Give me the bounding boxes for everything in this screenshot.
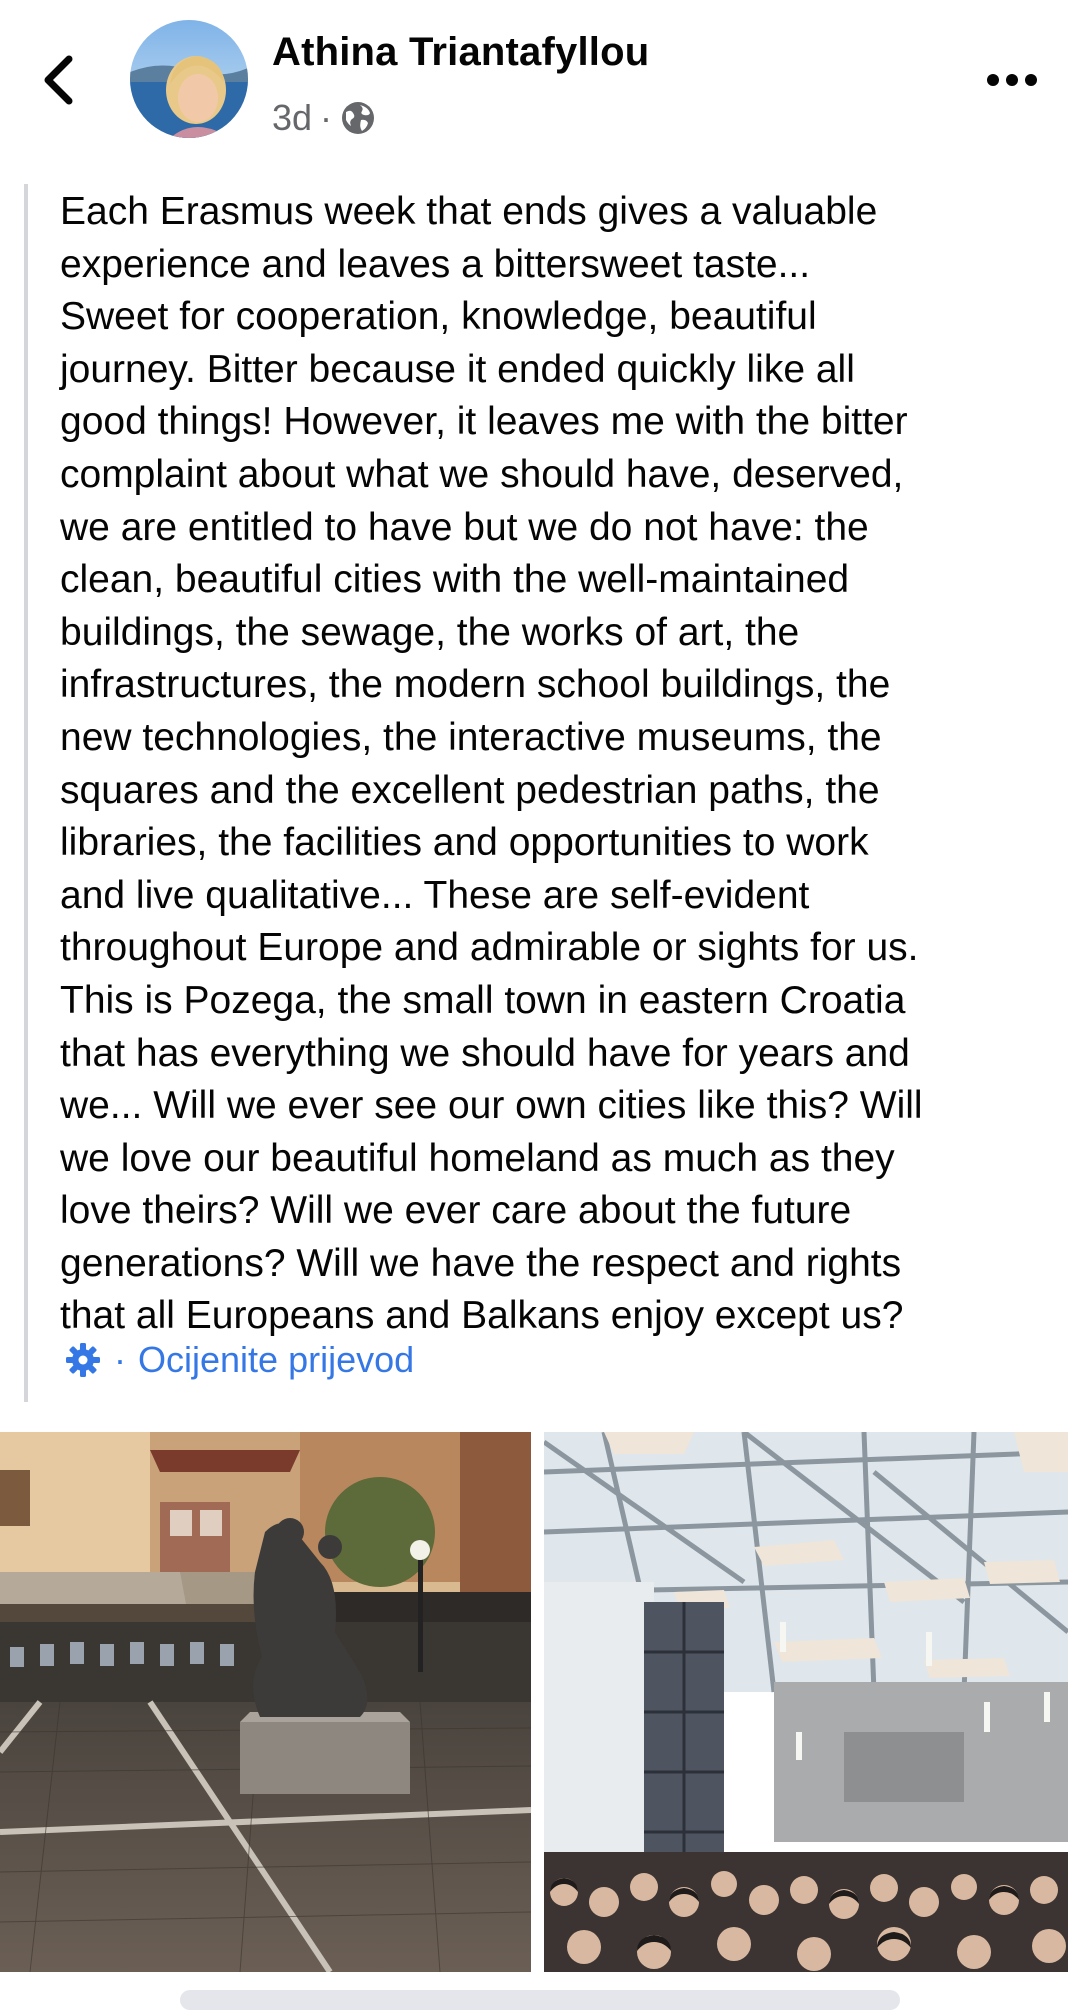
avatar[interactable]: [130, 20, 248, 138]
post-text: Each Erasmus week that ends gives a valuable experience and leaves a bittersweet taste... Sweet for cooperation, knowledge, beautiful journey. Bitter because it ended quickly like all good things! However, it leaves me with the bitter complaint about what we should have, deserved, we are entitled to have but we do not have: the clean, beautiful cities with the well-maintained buildings, the sewage, the works of art, the infrastructures, the modern school buildings, the new technologies, the interactive museums, the squares and the excellent pedestrian paths, the libraries, the facilities and opportunities to work and live qualitative... These are self-evident throughout Europe and admirable or sights for us. This is Pozega, the small town in eastern Croatia that has everything we should have for years and we... Will we ever see our own cities like this? Will we love our beautiful homeland as much as they love theirs? Will we ever care about the future generations? Will we have the respect and rights that all Europeans and Balkans enjoy except us?: [60, 190, 923, 1338]
post-header: [0, 0, 1068, 170]
back-button[interactable]: [30, 48, 86, 112]
meta-separator: ·: [320, 97, 333, 138]
more-horizontal-icon: [986, 73, 1038, 87]
photo-grid: [0, 1432, 1068, 1972]
post-timestamp[interactable]: 3d: [272, 97, 313, 138]
globe-icon: [340, 100, 376, 136]
post-meta: [272, 94, 376, 142]
photo-school-atrium[interactable]: [544, 1432, 1068, 1972]
translation-separator: ·: [114, 1339, 126, 1380]
author-name[interactable]: Athina Triantafyllou: [272, 30, 650, 74]
rate-translation-link[interactable]: Ocijenite prijevod: [138, 1339, 415, 1380]
photo-town-square[interactable]: [0, 1432, 531, 1972]
translation-row: [64, 1334, 414, 1386]
chevron-left-icon: [41, 55, 75, 105]
post-body: [24, 184, 1064, 1402]
next-post-peek: [180, 1990, 900, 2010]
more-options-button[interactable]: [980, 58, 1044, 102]
gear-icon[interactable]: [64, 1341, 102, 1379]
